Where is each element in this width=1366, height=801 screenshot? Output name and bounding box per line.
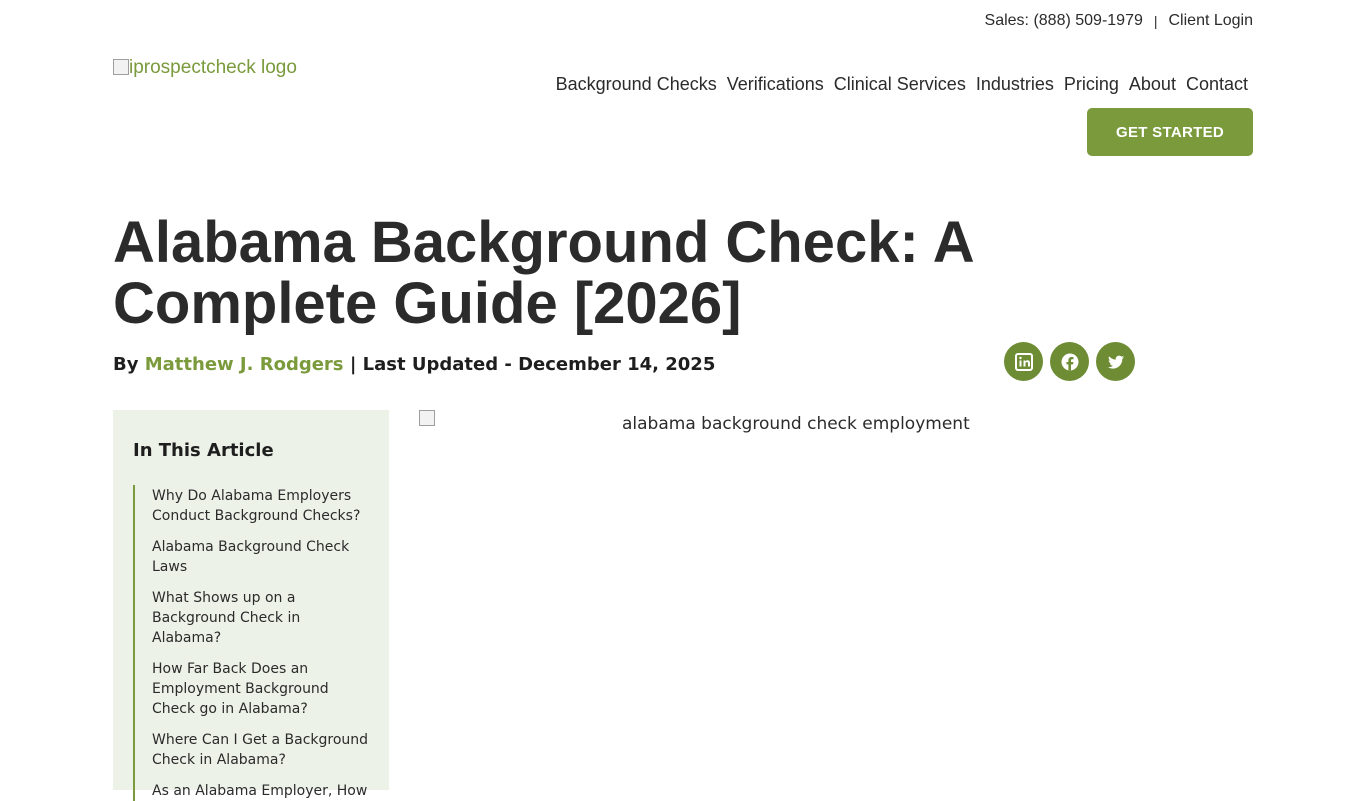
twitter-share-button[interactable] — [1096, 342, 1135, 381]
toc-item[interactable]: Why Do Alabama Employers Conduct Background Checks? — [152, 488, 361, 524]
twitter-icon — [1106, 352, 1126, 372]
nav-about[interactable]: About — [1128, 74, 1176, 94]
broken-image-icon — [113, 59, 129, 75]
sales-phone-link[interactable]: Sales: (888) 509-1979 — [984, 12, 1143, 29]
last-updated: | Last Updated - December 14, 2025 — [349, 354, 716, 375]
table-of-contents — [113, 410, 389, 799]
page-title: Alabama Background Check: A Complete Guide [2026] — [113, 210, 973, 336]
nav-pricing[interactable]: Pricing — [1063, 74, 1119, 94]
site-logo[interactable] — [113, 57, 297, 79]
facebook-icon — [1060, 352, 1080, 372]
byline — [113, 354, 715, 375]
topbar-separator: | — [1153, 13, 1158, 29]
main-nav — [546, 74, 1248, 95]
nav-industries[interactable]: Industries — [975, 74, 1054, 94]
toc-item[interactable]: How Far Back Does an Employment Background Check go in Alabama? — [152, 661, 329, 717]
nav-contact[interactable]: Contact — [1185, 74, 1248, 94]
broken-image-icon — [419, 410, 435, 426]
toc-heading: In This Article — [133, 440, 274, 461]
byline-by: By — [113, 354, 139, 375]
top-bar — [985, 12, 1253, 30]
linkedin-icon — [1014, 352, 1034, 372]
toc-item[interactable]: As an Alabama Employer, How — [152, 783, 368, 799]
nav-verifications[interactable]: Verifications — [726, 74, 824, 94]
toc-item[interactable]: What Shows up on a Background Check in Alabama? — [152, 590, 301, 646]
toc-item[interactable]: Alabama Background Check Laws — [152, 539, 350, 575]
social-share — [1004, 342, 1142, 381]
author-link[interactable]: Matthew J. Rodgers — [144, 354, 344, 375]
facebook-share-button[interactable] — [1050, 342, 1089, 381]
linkedin-share-button[interactable] — [1004, 342, 1043, 381]
logo-alt-text: iprospectcheck logo — [129, 57, 297, 78]
hero-image — [419, 410, 1149, 434]
nav-background-checks[interactable]: Background Checks — [555, 74, 717, 94]
toc-item[interactable]: Where Can I Get a Background Check in Alabama? — [152, 732, 369, 768]
nav-clinical-services[interactable]: Clinical Services — [833, 74, 966, 94]
hero-image-alt-text: alabama background check employment — [622, 414, 970, 434]
client-login-link[interactable]: Client Login — [1168, 12, 1253, 29]
toc-list — [133, 485, 369, 801]
get-started-button[interactable]: GET STARTED — [1087, 108, 1253, 156]
